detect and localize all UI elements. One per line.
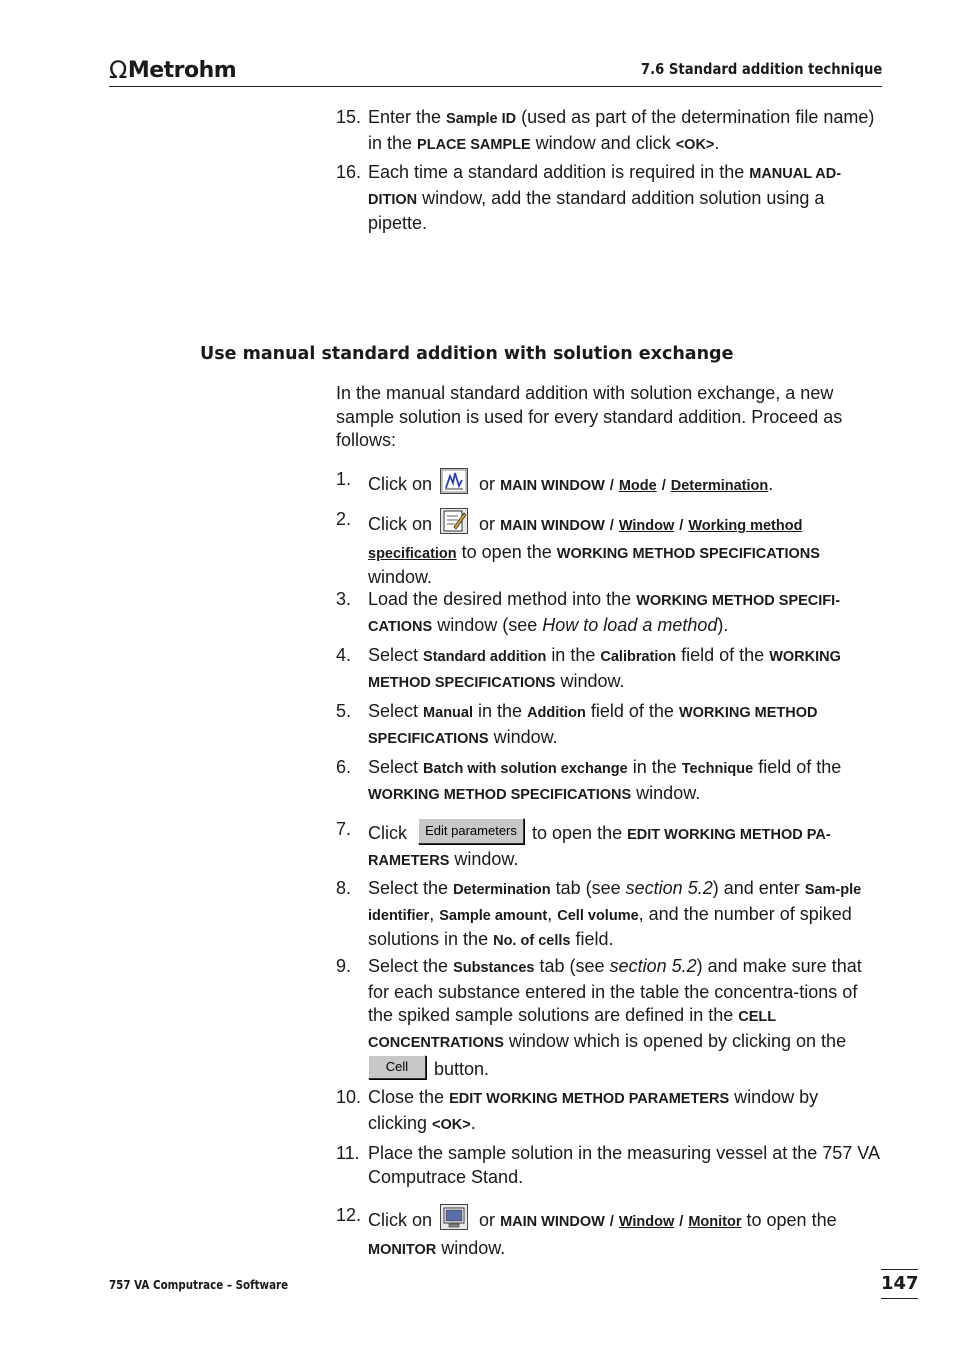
step-12: 12. Click on or MAIN WINDOW / Window / Monitor to open the MONITOR window. [336,1205,837,1258]
intro-paragraph: In the manual standard addition with solution exchange, a new sample solution is used for every standard addition. Proceed as follows: [336,383,843,450]
section-heading: Use manual standard addition with solution exchange [200,344,734,364]
determination-icon[interactable] [440,468,468,501]
step-6: 6. Select Batch with solution exchange in the Technique field of the WORKING METHOD SPECIFICATIONS window. [336,757,842,803]
cell-button[interactable]: Cell [368,1055,426,1079]
step-5: 5. Select Manual in the Addition field of the WORKING METHOD SPECIFICATIONS window. [336,701,818,747]
step-3: 3. Load the desired method into the WORKING METHOD SPECIFI-CATIONS window (see How to load a method). [336,589,841,635]
metrohm-logo [109,56,236,84]
footer-product: 757 VA Computrace – Software [109,1278,289,1292]
step-16: 16. Each time a standard addition is required in the MANUAL AD-DITION window, add the standard addition solution using a pipette. [336,162,842,233]
step-9: 9. Select the Substances tab (see section 5.2) and make sure that for each substance entered in the table the concentra-tions of the spiked sample solutions are defined in the CELL CONCENTRATIONS window which is opened by clicking on the Cell button. [336,956,862,1079]
monitor-icon[interactable] [440,1204,468,1237]
step-1: 1. Click on or MAIN WINDOW / Mode / Determination. [336,468,882,501]
working-method-icon[interactable] [440,508,468,541]
step-8: 8. Select the Determination tab (see section 5.2) and enter Sam-ple identifier, Sample amount, Cell volume, and the number of spiked solutions in the No. of cells field. [336,878,862,949]
section-title: 7.6 Standard addition technique [640,60,882,78]
step-4: 4. Select Standard addition in the Calibration field of the WORKING METHOD SPECIFICATIONS window. [336,645,841,691]
page-number: 147 [881,1269,918,1299]
step-15: 15. Enter the Sample ID (used as part of the determination file name) in the PLACE SAMPLE window and click <OK>. [336,107,875,153]
omega-icon: Ω [109,56,127,84]
page-header [109,54,882,87]
step-11: 11. Place the sample solution in the measuring vessel at the 757 VA Computrace Stand. [336,1143,879,1187]
edit-parameters-button[interactable]: Edit parameters [418,818,524,844]
step-2: 2. Click on or MAIN WINDOW / Window / Working method specification to open the WORKING METHOD SPECIFICATIONS window. [336,509,820,587]
step-7: 7. Click Edit parameters to open the EDIT WORKING METHOD PA-RAMETERS window. [336,819,831,869]
logo-text: Metrohm [127,57,237,83]
step-10: 10. Close the EDIT WORKING METHOD PARAMETERS window by clicking <OK>. [336,1087,819,1133]
